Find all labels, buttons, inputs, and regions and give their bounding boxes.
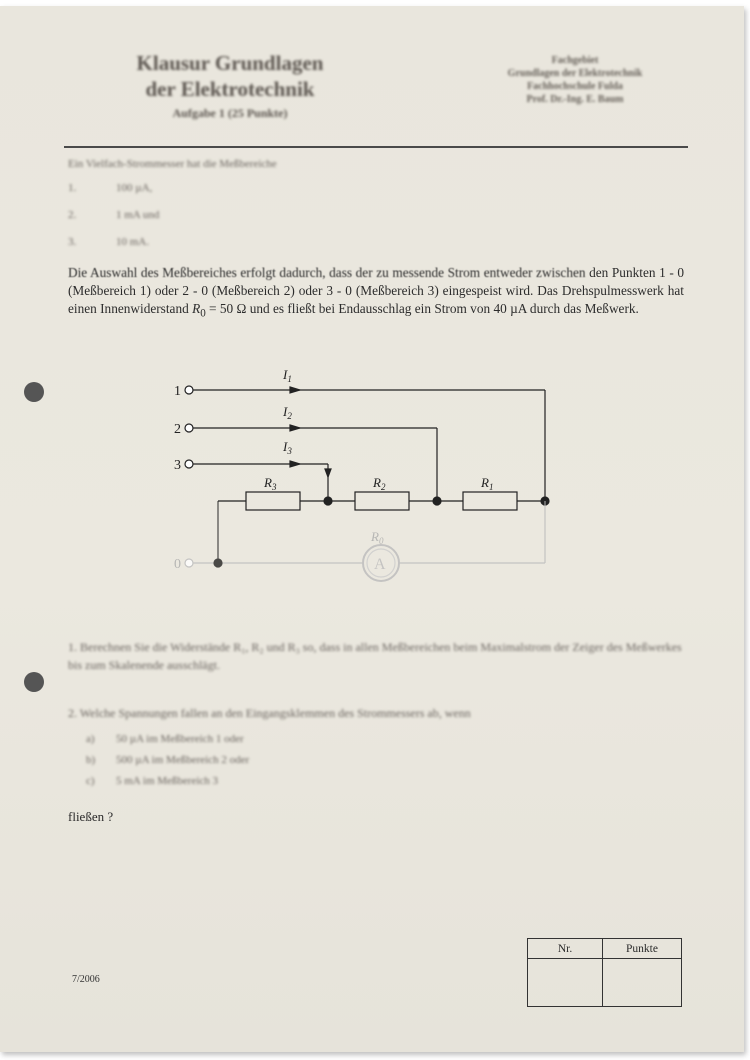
institution-block [470,54,680,106]
column-header-punkte: Punkte [603,939,682,959]
current-arrow-2 [290,425,300,431]
sub-item-label: c) [86,774,95,787]
header-divider [64,146,688,148]
resistor-label-r3: $R_3$ [264,475,277,492]
r0-symbol: R [192,301,201,316]
terminal-0-label: 0 [174,557,181,572]
sub-item-text: 50 µA im Meßbereich 1 oder [116,732,244,745]
question-2 [68,706,688,791]
current-arrow-3 [290,461,300,467]
institution-line: Grundlagen der Elektrotechnik [507,68,643,79]
exam-date: 7/2006 [72,974,100,985]
sub-item [68,728,688,749]
list-item [68,174,159,201]
paragraph-line-1: Die Auswahl des Meßbereiches erfolgt dadurch, dass der zu messende Strom entweder zwischen [68,265,586,280]
sub-item-text: 5 mA im Meßbereich 3 [116,774,219,787]
r0-subscript: 0 [200,307,206,320]
exam-title [110,50,350,124]
resistor-r2 [355,492,409,510]
title-line-2: der Elektrotechnik [145,77,315,101]
terminal-1 [185,386,193,394]
question-number: 1. [68,640,77,654]
institution-line: Fachgebiet [551,55,599,66]
resistor-label-r0: $R_0$ [371,529,384,546]
node-0 [214,559,222,567]
institution-line: Prof. Dr.-Ing. E. Baum [526,94,624,105]
exam-sheet [0,6,744,1052]
sub-item [68,770,688,791]
sub-item-label: b) [86,753,96,766]
current-arrow-3-down [325,469,331,477]
column-header-nr: Nr. [528,939,603,959]
sub-item-label: a) [86,732,95,745]
paragraph-text-b: = 50 Ω und es fließt bei Endausschlag ein Strom von 40 µA durch das Meßwerk. [205,301,639,316]
current-arrow-1 [290,387,300,393]
range-list [68,174,159,255]
resistor-r3 [246,492,300,510]
score-table-row [528,959,682,1007]
institution-line: Fachhochschule Fulda [527,81,623,92]
resistor-label-r1: $R_1$ [481,475,494,492]
current-label-1: $I_1$ [283,367,292,384]
item-text: 100 µA, [116,181,153,194]
punch-hole-bottom [24,672,44,692]
ammeter-label: A [374,556,386,573]
title-line-1: Klausur Grundlagen [136,51,324,75]
terminal-3-label: 3 [174,458,181,473]
question-text: Berechnen Sie die Widerstände R₁, R₂ und R₃ so, dass in allen Meßbereichen beim Maximalstrom der Zeiger des Meßwerkes bis zum Skalenende ausschlägt. [68,640,682,672]
intro-text: Ein Vielfach-Strommesser hat die Meßbereiche [68,158,277,170]
task-label: Aufgabe 1 (25 Punkte) [172,106,288,120]
nr-cell[interactable] [528,959,603,1007]
meter-branch [174,501,545,581]
item-number: 2. [68,208,77,221]
score-table-header [528,939,682,959]
node-3 [324,497,332,505]
list-item [68,228,159,255]
item-number: 1. [68,181,77,194]
list-item [68,201,159,228]
node-2 [433,497,441,505]
terminal-2-label: 2 [174,422,181,437]
punch-hole-top [24,382,44,402]
terminal-1-label: 1 [174,384,181,399]
closing-text: fließen ? [68,809,114,824]
terminal-2 [185,424,193,432]
question-1 [68,638,688,674]
description-paragraph [68,264,684,323]
current-label-2: $I_2$ [283,404,292,421]
circuit-diagram [160,361,580,591]
item-text: 1 mA und [116,208,160,221]
terminal-0 [185,559,193,567]
item-text: 10 mA. [116,235,149,248]
paragraph-text-a: den Punkten 1 - 0 (Meßbereich 1) oder 2 - 0 (Meßbereich 2) oder 3 - 0 (Meßbereich 3) eingespeist wird. Das Drehspulmesswerk hat einen Innenwiderstand [68,265,684,316]
punkte-cell[interactable] [603,959,682,1007]
current-label-3: $I_3$ [283,439,292,456]
score-table [527,938,682,1007]
item-number: 3. [68,235,77,248]
resistor-label-r2: $R_2$ [373,475,386,492]
sub-item [68,749,688,770]
sub-item-text: 500 µA im Meßbereich 2 oder [116,753,250,766]
question-number: 2. [68,706,77,720]
question-text: Welche Spannungen fallen an den Eingangsklemmen des Strommessers ab, wenn [79,706,471,720]
terminal-3 [185,460,193,468]
resistor-r1 [463,492,517,510]
